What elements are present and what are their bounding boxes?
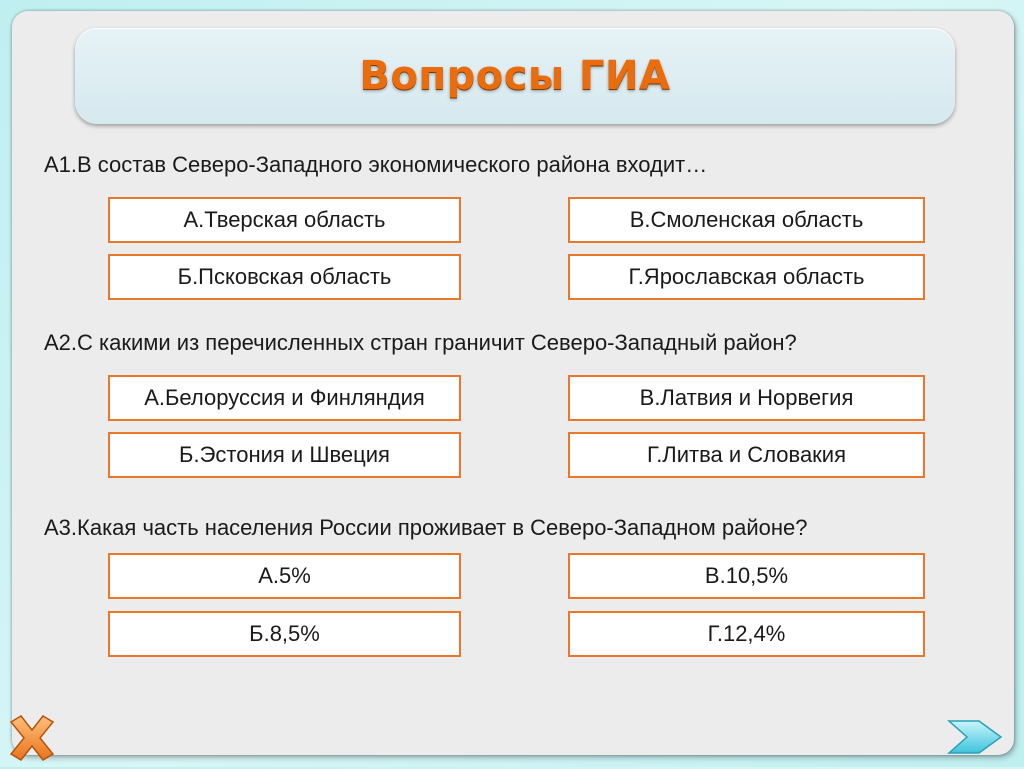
- question-3: А3.Какая часть населения России проживает в Северо-Западном районе?: [44, 515, 808, 540]
- title-banner: [75, 28, 955, 124]
- answer-option-3a[interactable]: А.5%: [108, 553, 461, 599]
- close-x-icon: [3, 712, 61, 764]
- close-button[interactable]: [3, 712, 61, 764]
- answer-option-3g[interactable]: Г.12,4%: [568, 611, 925, 657]
- answer-option-3b[interactable]: Б.8,5%: [108, 611, 461, 657]
- answer-option-1b[interactable]: Б.Псковская область: [108, 254, 461, 300]
- chevron-right-icon: [945, 715, 1007, 759]
- answer-option-3v[interactable]: В.10,5%: [568, 553, 925, 599]
- page-title: Вопросы ГИА: [359, 53, 671, 99]
- answer-option-2v[interactable]: В.Латвия и Норвегия: [568, 375, 925, 421]
- answer-option-2g[interactable]: Г.Литва и Словакия: [568, 432, 925, 478]
- answer-option-2a[interactable]: А.Белоруссия и Финляндия: [108, 375, 461, 421]
- answer-option-1a[interactable]: А.Тверская область: [108, 197, 461, 243]
- next-slide-button[interactable]: [945, 715, 1007, 759]
- question-2: А2.С какими из перечисленных стран граничит Северо-Западный район?: [44, 330, 797, 355]
- answer-option-1v[interactable]: В.Смоленская область: [568, 197, 925, 243]
- question-1: А1.В состав Северо-Западного экономического района входит…: [44, 152, 708, 177]
- answer-option-1g[interactable]: Г.Ярославская область: [568, 254, 925, 300]
- answer-option-2b[interactable]: Б.Эстония и Швеция: [108, 432, 461, 478]
